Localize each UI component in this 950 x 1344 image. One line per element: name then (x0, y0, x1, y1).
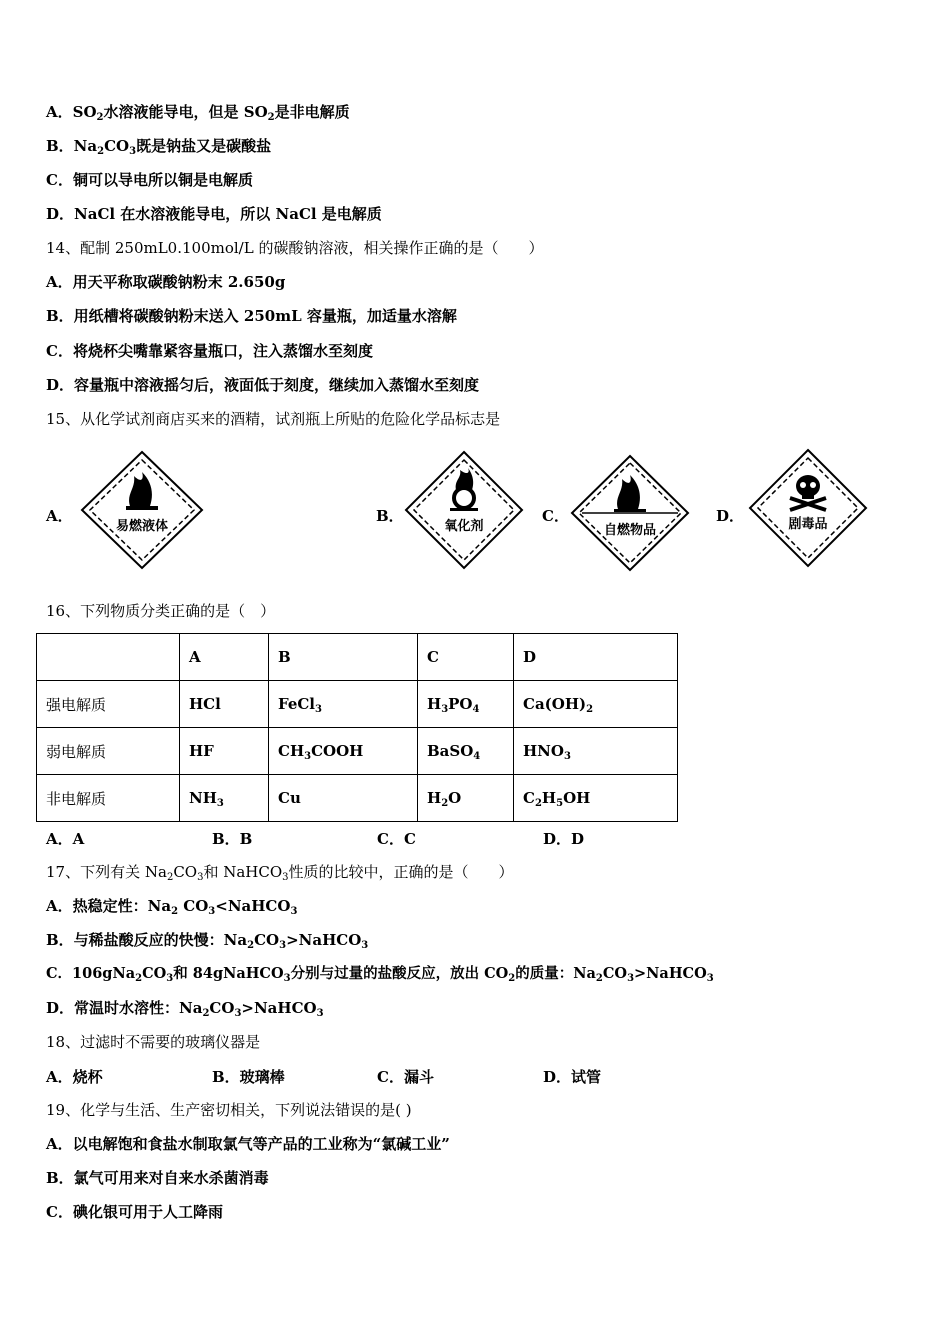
sign-text-b: 氧化剂 (444, 519, 484, 534)
q15-label-a: A． (46, 507, 73, 525)
table-cell: $CH_3COOH$ (269, 728, 418, 775)
table-row (37, 728, 678, 775)
table-header-d: D (514, 634, 678, 681)
table-header-c: C (418, 634, 514, 681)
q13-option-d: D．NaCl 在水溶液能导电，所以 NaCl 是电解质 (46, 205, 382, 223)
row-label-weak: 弱电解质 (37, 728, 180, 775)
sign-text-a: 易燃液体 (115, 519, 169, 534)
table-cell: Cu (269, 775, 418, 822)
table-cell: HCl (180, 681, 269, 728)
q13-option-b: B．$Na_2CO_3$既是钠盐又是碳酸盐 (46, 137, 272, 157)
q19-option-b: B．氯气可用来对自来水杀菌消毒 (46, 1169, 269, 1187)
q19-option-a: A．以电解饱和食盐水制取氯气等产品的工业称为“氯碱工业” (46, 1135, 450, 1153)
table-header-b: B (269, 634, 418, 681)
table-cell: FeCl$_3$ (269, 681, 418, 728)
oxidizer-sign (402, 448, 526, 572)
table-cell: BaSO$_4$ (418, 728, 514, 775)
q17-option-b: B．与稀盐酸反应的快慢：$Na_2CO_3>NaHCO_3$ (46, 931, 369, 951)
q14-option-d: D．容量瓶中溶液摇匀后，液面低于刻度，继续加入蒸馏水至刻度 (46, 376, 480, 394)
q19-stem: 19、化学与生活、生产密切相关，下列说法错误的是( ) (46, 1101, 412, 1119)
q13-option-c: C．铜可以导电所以铜是电解质 (46, 171, 253, 189)
table-cell: $Ca(OH)_2$ (514, 681, 678, 728)
row-label-strong: 强电解质 (37, 681, 180, 728)
q15-label-b: B． (376, 507, 404, 525)
table-row (37, 775, 678, 822)
q18-option-c: C．漏斗 (377, 1068, 434, 1086)
q18-option-b: B．玻璃棒 (212, 1068, 285, 1086)
table-cell: $HNO_3$ (514, 728, 678, 775)
table-corner-cell (37, 634, 180, 681)
table-cell: $H_2O$ (418, 775, 514, 822)
spontaneously-combustible-sign (570, 454, 690, 572)
q17-option-d: D．常温时水溶性：$Na_2CO_3>NaHCO_3$ (46, 999, 324, 1019)
q16-option-b: B．B (212, 830, 253, 848)
table-cell: HF (180, 728, 269, 775)
table-header-a: A (180, 634, 269, 681)
table-header-row (37, 634, 678, 681)
q18-option-d: D．试管 (543, 1068, 602, 1086)
sign-text-d: 剧毒品 (788, 517, 828, 532)
q18-stem: 18、过滤时不需要的玻璃仪器是 (46, 1033, 261, 1051)
row-label-non: 非电解质 (37, 775, 180, 822)
sign-text-c: 自燃物品 (603, 523, 657, 538)
q13-option-a: A．$SO_2$水溶液能导电，但是 $SO_2$是非电解质 (46, 103, 350, 123)
table-cell: $C_2H_5OH$ (514, 775, 678, 822)
table-row (37, 681, 678, 728)
q14-stem: 14、配制 250mL0.100mol/L 的碳酸钠溶液，相关操作正确的是（ ） (46, 239, 544, 257)
q18-option-a: A．烧杯 (46, 1068, 103, 1086)
q17-option-c: C．$106gNa_2CO_3$和 84gNaHCO$_3$分别与过量的盐酸反应，放出 $CO_2$的质量：$Na_2CO_3>NaHCO_3$ (46, 965, 714, 984)
q15-label-c: C． (542, 507, 569, 525)
flammable-liquid-sign (78, 448, 206, 572)
q14-option-b: B．用纸槽将碳酸钠粉末送入 250mL 容量瓶，加适量水溶解 (46, 307, 457, 325)
q15-label-d: D． (716, 507, 745, 525)
table-cell: $NH_3$ (180, 775, 269, 822)
q14-option-a: A．用天平称取碳酸钠粉末 2.650g (46, 273, 286, 291)
q15-stem: 15、从化学试剂商店买来的酒精，试剂瓶上所贴的危险化学品标志是 (46, 410, 501, 428)
table-cell: $H_3PO_4$ (418, 681, 514, 728)
q18-options (46, 1066, 666, 1086)
q17-stem: 17、下列有关 $Na_2CO_3$和 NaHCO$_3$性质的比较中，正确的是（ ） (46, 863, 514, 883)
q16-option-a: A．A (46, 830, 85, 848)
q16-stem: 16、下列物质分类正确的是（ ） (46, 602, 276, 620)
q14-option-c: C．将烧杯尖嘴靠紧容量瓶口，注入蒸馏水至刻度 (46, 342, 373, 360)
q17-option-a: A．热稳定性：$Na_2$ $CO_3<NaHCO_3$ (46, 897, 298, 917)
toxic-sign (746, 446, 870, 570)
q19-option-c: C．碘化银可用于人工降雨 (46, 1203, 223, 1221)
q16-option-c: C．C (377, 830, 416, 848)
q16-options (46, 828, 666, 848)
classification-table (36, 633, 678, 822)
q16-option-d: D．D (543, 830, 585, 848)
